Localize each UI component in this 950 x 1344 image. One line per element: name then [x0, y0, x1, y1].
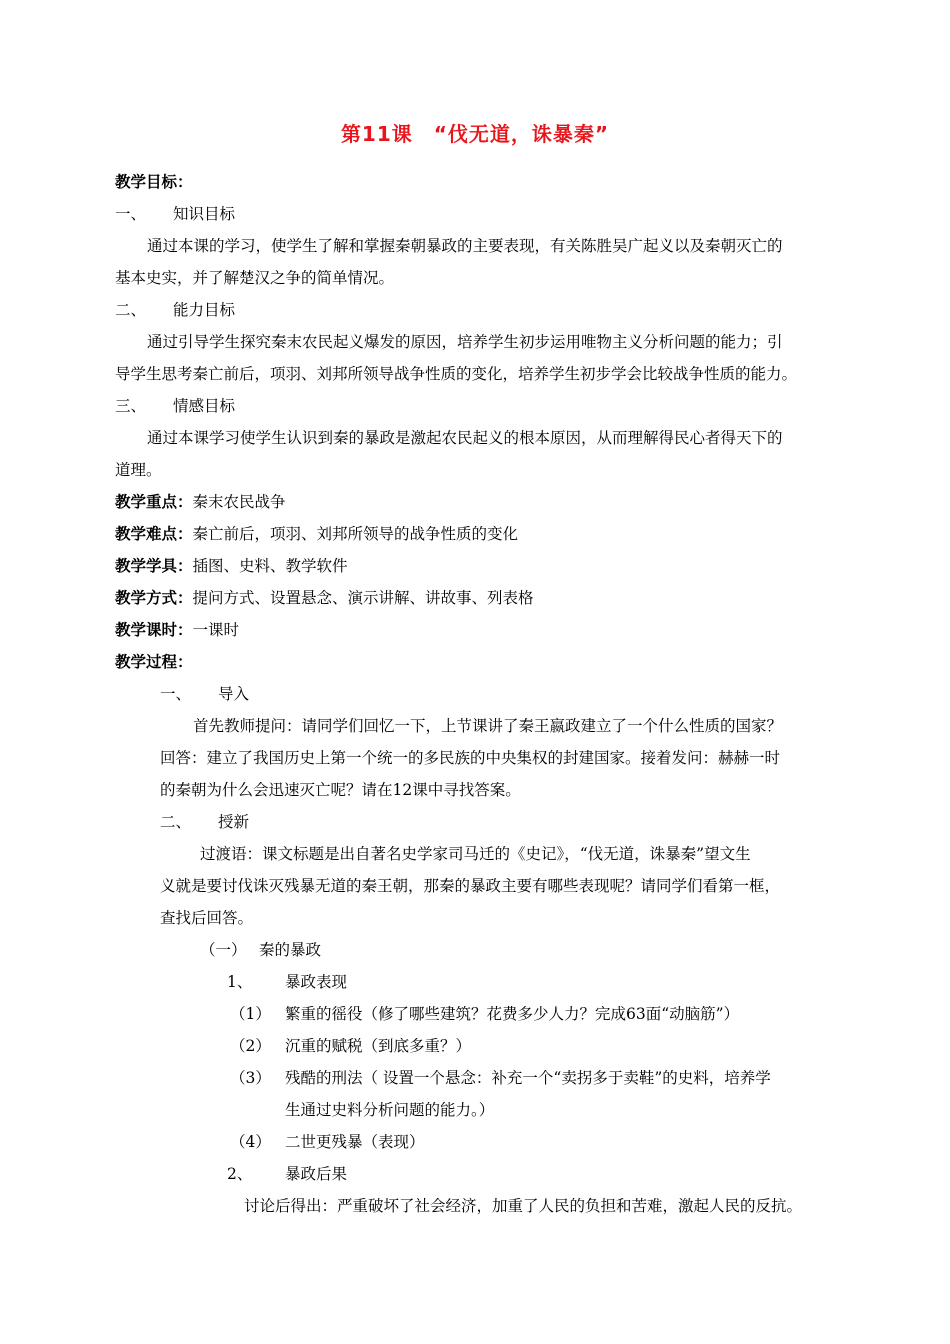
section-1-number: （一） [200, 941, 247, 959]
item-4-number: （4） [230, 1133, 271, 1151]
objective-2-title: 能力目标 [173, 301, 236, 319]
objective-2-text-line-2: 导学生思考秦亡前后，项羽、刘邦所领导战争性质的变化，培养学生初步学会比较战争性质的能力。 [115, 365, 798, 383]
key-point-row [115, 492, 286, 512]
item-4-text: 二世更残暴（表现） [285, 1133, 425, 1151]
objective-3-text-line-1: 通过本课学习使学生认识到秦的暴政是激起农民起义的根本原因，从而理解得民心者得天下的 [147, 429, 783, 447]
process-2-text-line-2: 义就是要讨伐诛灭残暴无道的秦王朝，那秦的暴政主要有哪些表现呢？请同学们看第一框， [160, 877, 781, 895]
item-3-number: （3） [230, 1069, 271, 1087]
process-1-title: 导入 [218, 685, 250, 703]
difficulty-label: 教学难点： [115, 525, 193, 543]
objectives-heading: 教学目标： [115, 173, 193, 191]
method-row [115, 588, 534, 608]
process-2-number: 二、 [160, 813, 192, 831]
item-1-number: （1） [230, 1005, 271, 1023]
objective-1-title: 知识目标 [173, 205, 236, 223]
tools-value: 插图、史料、教学软件 [192, 557, 348, 575]
process-heading: 教学过程： [115, 653, 193, 671]
process-1-text-line-2: 回答：建立了我国历史上第一个统一的多民族的中央集权的封建国家。接着发问：赫赫一时 [160, 749, 781, 767]
item-1-text: 繁重的徭役（修了哪些建筑？花费多少人力？完成63面“动脑筋”） [285, 1005, 740, 1023]
section-1-title: 秦的暴政 [259, 941, 322, 959]
objective-1-text-line-1: 通过本课的学习，使学生了解和掌握秦朝暴政的主要表现，有关陈胜吴广起义以及秦朝灭亡的 [147, 237, 783, 255]
difficulty-row [115, 524, 518, 544]
tools-row [115, 556, 348, 576]
subsection-1-number: 1、 [227, 973, 253, 991]
hours-row [115, 620, 239, 640]
lesson-title: 第11课 “伐无道，诛暴秦” [340, 122, 610, 146]
process-2-text-line-1: 过渡语：课文标题是出自著名史学家司马迁的《史记》，“伐无道，诛暴秦”望文生 [200, 845, 751, 863]
process-1-number: 一、 [160, 685, 192, 703]
objective-3-title: 情感目标 [173, 397, 236, 415]
item-3-text-line-2: 生通过史料分析问题的能力。） [285, 1101, 495, 1119]
process-2-title: 授新 [218, 813, 250, 831]
process-2-text-line-3: 查找后回答。 [160, 909, 254, 927]
hours-label: 教学课时： [115, 621, 193, 639]
objective-3-text-line-2: 道理。 [115, 461, 162, 479]
process-1-text-line-3: 的秦朝为什么会迅速灭亡呢？请在12课中寻找答案。 [160, 781, 521, 799]
item-2-number: （2） [230, 1037, 271, 1055]
objective-2-text-line-1: 通过引导学生探究秦末农民起义爆发的原因，培养学生初步运用唯物主义分析问题的能力；引 [147, 333, 783, 351]
process-1-text-line-1: 首先教师提问：请同学们回忆一下，上节课讲了秦王嬴政建立了一个什么性质的国家？ [193, 717, 783, 735]
objective-2-number: 二、 [115, 301, 147, 319]
item-2-text: 沉重的赋税（到底多重？） [285, 1037, 472, 1055]
objective-1-text-line-2: 基本史实，并了解楚汉之争的简单情况。 [115, 269, 395, 287]
subsection-2-number: 2、 [227, 1165, 253, 1183]
difficulty-value: 秦亡前后，项羽、刘邦所领导的战争性质的变化 [192, 525, 519, 543]
tools-label: 教学学具： [115, 557, 193, 575]
objective-1-number: 一、 [115, 205, 147, 223]
item-3-text-line-1: 残酷的刑法（ 设置一个悬念：补充一个“卖拐多于卖鞋”的史料，培养学 [285, 1069, 771, 1087]
subsection-1-title: 暴政表现 [285, 973, 348, 991]
discussion-conclusion: 讨论后得出：严重破坏了社会经济，加重了人民的负担和苦难，激起人民的反抗。 [244, 1197, 803, 1215]
key-point-value: 秦末农民战争 [192, 493, 286, 511]
key-point-label: 教学重点： [115, 493, 193, 511]
objective-3-number: 三、 [115, 397, 147, 415]
method-value: 提问方式、设置悬念、演示讲解、讲故事、列表格 [192, 589, 534, 607]
subsection-2-title: 暴政后果 [285, 1165, 348, 1183]
hours-value: 一课时 [192, 621, 240, 639]
method-label: 教学方式： [115, 589, 193, 607]
